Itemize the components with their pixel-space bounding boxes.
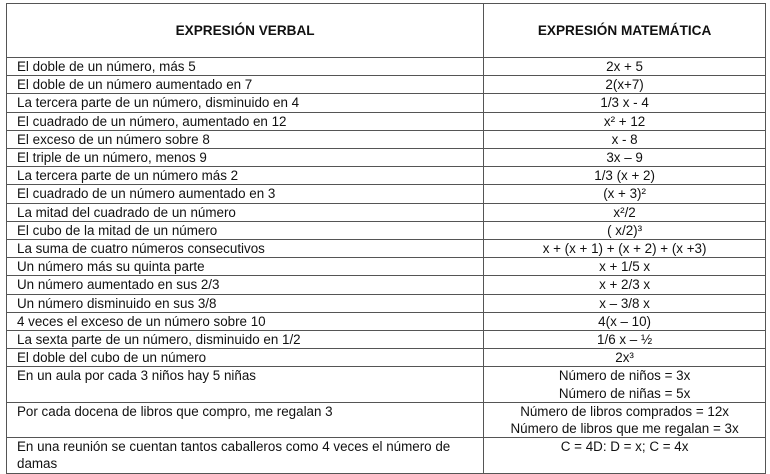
verbal-cell: El cuadrado de un número, aumentado en 12 (7, 112, 484, 130)
math-expression: 2x³ (615, 350, 634, 366)
verbal-cell: 4 veces el exceso de un número sobre 10 (7, 312, 484, 330)
header-row (7, 4, 766, 58)
math-expression: x + (x + 1) + (x + 2) + (x +3) (542, 241, 707, 257)
math-cell (484, 367, 766, 402)
table-row (7, 112, 766, 130)
math-cell (484, 112, 766, 130)
verbal-cell: La tercera parte de un número, disminuido en 4 (7, 94, 484, 112)
math-expression: x + 2/3 x (599, 277, 651, 293)
math-expression: Número de niñas = 5x (558, 385, 691, 401)
verbal-cell: El doble de un número aumentado en 7 (7, 76, 484, 94)
math-expression: x - 8 (611, 131, 638, 147)
table-row (7, 312, 766, 330)
header-verbal: EXPRESIÓN VERBAL (7, 4, 484, 58)
math-expression: C = 4D: D = x; C = 4x (560, 439, 689, 455)
math-expression: Número de niños = 3x (558, 368, 691, 384)
math-cell (484, 402, 766, 437)
math-expression: 1/6 x – ½ (597, 332, 653, 348)
expressions-table (6, 3, 766, 474)
table-row (7, 58, 766, 76)
math-expression: 1/3 x - 4 (600, 95, 649, 111)
math-expression: x² + 12 (603, 113, 646, 129)
math-cell (484, 130, 766, 148)
verbal-cell: La tercera parte de un número más 2 (7, 167, 484, 185)
table-row (7, 94, 766, 112)
math-cell (484, 185, 766, 203)
table-row (7, 367, 766, 402)
math-cell (484, 203, 766, 221)
table-row (7, 221, 766, 239)
table-row (7, 402, 766, 437)
table-row (7, 349, 766, 367)
header-math: EXPRESIÓN MATEMÁTICA (484, 4, 766, 58)
table-row (7, 185, 766, 203)
verbal-cell: Por cada docena de libros que compro, me regalan 3 (7, 402, 484, 437)
math-cell (484, 221, 766, 239)
table-body (7, 58, 766, 474)
verbal-cell: En un aula por cada 3 niños hay 5 niñas (7, 367, 484, 402)
math-cell (484, 76, 766, 94)
math-expression: 4(x – 10) (598, 313, 651, 329)
math-cell (484, 438, 766, 473)
math-expression: x + 1/5 x (599, 259, 651, 275)
verbal-cell: El exceso de un número sobre 8 (7, 130, 484, 148)
verbal-cell: En una reunión se cuentan tantos caballeros como 4 veces el número de damas (7, 438, 484, 473)
verbal-cell: El cuadrado de un número aumentado en 3 (7, 185, 484, 203)
verbal-cell: El doble de un número, más 5 (7, 58, 484, 76)
math-cell (484, 276, 766, 294)
verbal-cell: El cubo de la mitad de un número (7, 221, 484, 239)
table-row (7, 294, 766, 312)
table-row (7, 258, 766, 276)
math-cell (484, 312, 766, 330)
table-row (7, 240, 766, 258)
math-cell (484, 94, 766, 112)
verbal-cell: La mitad del cuadrado de un número (7, 203, 484, 221)
verbal-cell: Un número más su quinta parte (7, 258, 484, 276)
table-row (7, 167, 766, 185)
math-cell (484, 167, 766, 185)
table-row (7, 149, 766, 167)
math-expression: x²/2 (613, 204, 636, 220)
verbal-cell: El doble del cubo de un número (7, 349, 484, 367)
verbal-cell: La suma de cuatro números consecutivos (7, 240, 484, 258)
table-row (7, 76, 766, 94)
table-row (7, 203, 766, 221)
verbal-cell: El triple de un número, menos 9 (7, 149, 484, 167)
math-cell (484, 294, 766, 312)
verbal-cell: Un número disminuido en sus 3/8 (7, 294, 484, 312)
math-expression: 1/3 (x + 2) (594, 168, 655, 184)
math-expression: 2(x+7) (605, 77, 644, 93)
math-cell (484, 349, 766, 367)
math-expression: 2x + 5 (606, 59, 644, 74)
math-cell (484, 149, 766, 167)
math-expression: x – 3/8 x (599, 295, 650, 311)
math-cell (484, 258, 766, 276)
table-row (7, 331, 766, 349)
table-row (7, 438, 766, 473)
math-expression: (x + 3)² (603, 186, 646, 202)
math-expression: 3x – 9 (606, 150, 643, 166)
table-row (7, 276, 766, 294)
math-cell (484, 58, 766, 76)
math-expression: ( x/2)³ (607, 222, 643, 238)
math-expression: Número de libros comprados = 12x (520, 403, 729, 419)
math-cell (484, 331, 766, 349)
verbal-cell: La sexta parte de un número, disminuido en 1/2 (7, 331, 484, 349)
table-row (7, 130, 766, 148)
verbal-cell: Un número aumentado en sus 2/3 (7, 276, 484, 294)
math-expression: Número de libros que me regalan = 3x (510, 421, 739, 437)
math-cell (484, 240, 766, 258)
